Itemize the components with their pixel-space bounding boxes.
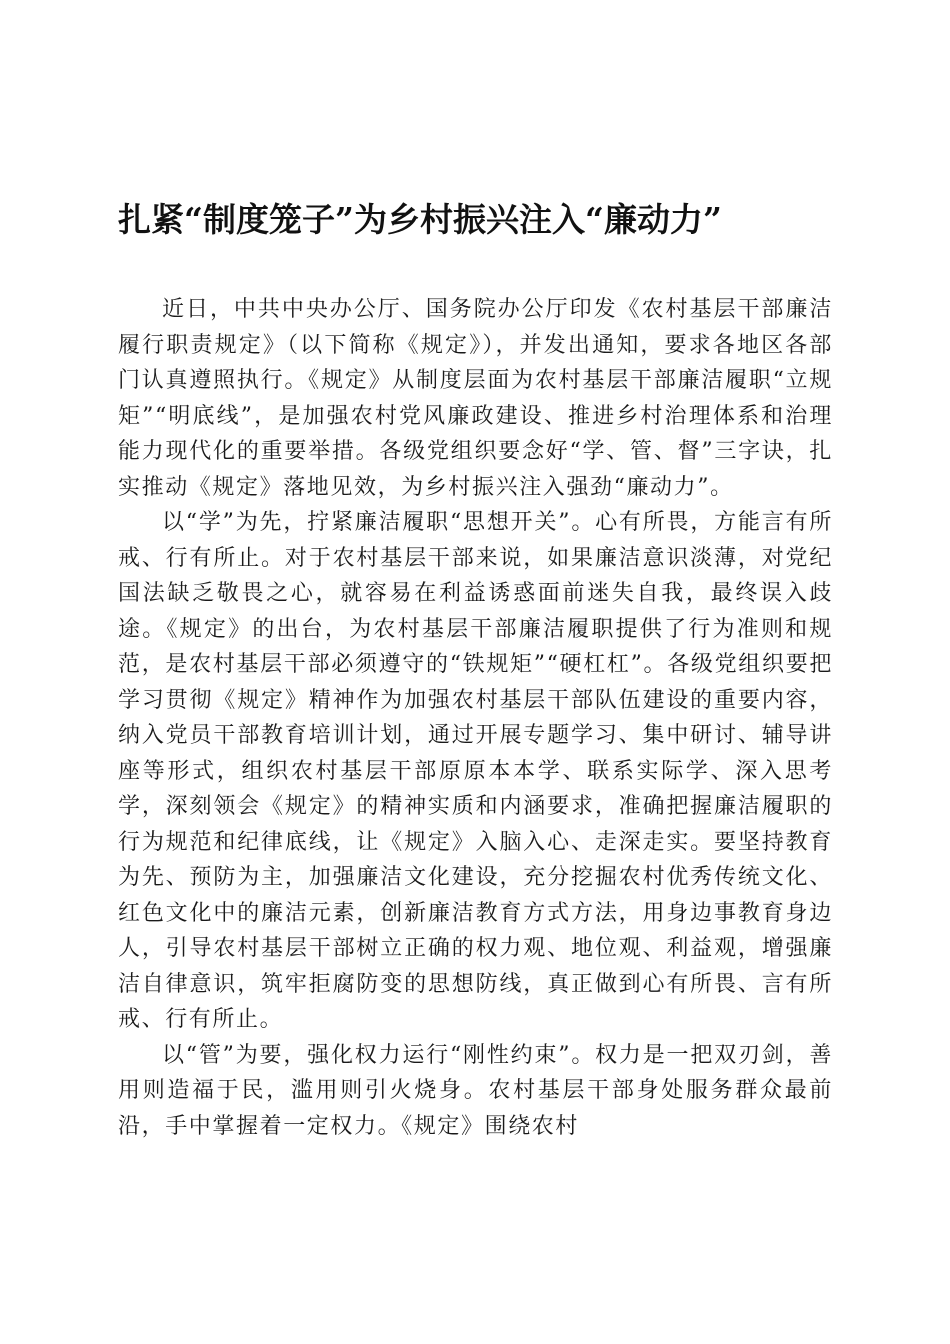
paragraph: 以“学”为先，拧紧廉洁履职“思想开关”。心有所畏，方能言有所戒、行有所止。对于农村基层干部来说，如果廉洁意识淡薄，对党纪国法缺乏敬畏之心，就容易在利益诱惑面前迷失自我，最终误入歧途。《规定》的出台，为农村基层干部廉洁履职提供了行为准则和规范，是农村基层干部必须遵守的“铁规矩”“硬杠杠”。各级党组织要把学习贯彻《规定》精神作为加强农村基层干部队伍建设的重要内容，纳入党员干部教育培训计划，通过开展专题学习、集中研讨、辅导讲座等形式，组织农村基层干部原原本本学、联系实际学、深入思考学，深刻领会《规定》的精神实质和内涵要求，准确把握廉洁履职的行为规范和纪律底线，让《规定》入脑入心、走深走实。要坚持教育为先、预防为主，加强廉洁文化建设，充分挖掘农村优秀传统文化、红色文化中的廉洁元素，创新廉洁教育方式方法，用身边事教育身边人，引导农村基层干部树立正确的权力观、地位观、利益观，增强廉洁自律意识，筑牢拒腐防变的思想防线，真正做到心有所畏、言有所戒、行有所止。 — [118, 510, 833, 1032]
document-body — [118, 292, 833, 1144]
paragraph: 以“管”为要，强化权力运行“刚性约束”。权力是一把双刃剑，善用则造福于民，滥用则引火烧身。农村基层干部身处服务群众最前沿，手中掌握着一定权力。《规定》围绕农村 — [118, 1042, 833, 1139]
paragraph: 近日，中共中央办公厅、国务院办公厅印发《农村基层干部廉洁履行职责规定》（以下简称《规定》），并发出通知，要求各地区各部门认真遵照执行。《规定》从制度层面为农村基层干部廉洁履职“立规矩”“明底线”，是加强农村党风廉政建设、推进乡村治理体系和治理能力现代化的重要举措。各级党组织要念好“学、管、督”三字诀，扎实推动《规定》落地见效，为乡村振兴注入强劲“廉动力”。 — [118, 297, 833, 500]
document-title: 扎紧“制度笼子”为乡村振兴注入“廉动力” — [118, 200, 722, 239]
